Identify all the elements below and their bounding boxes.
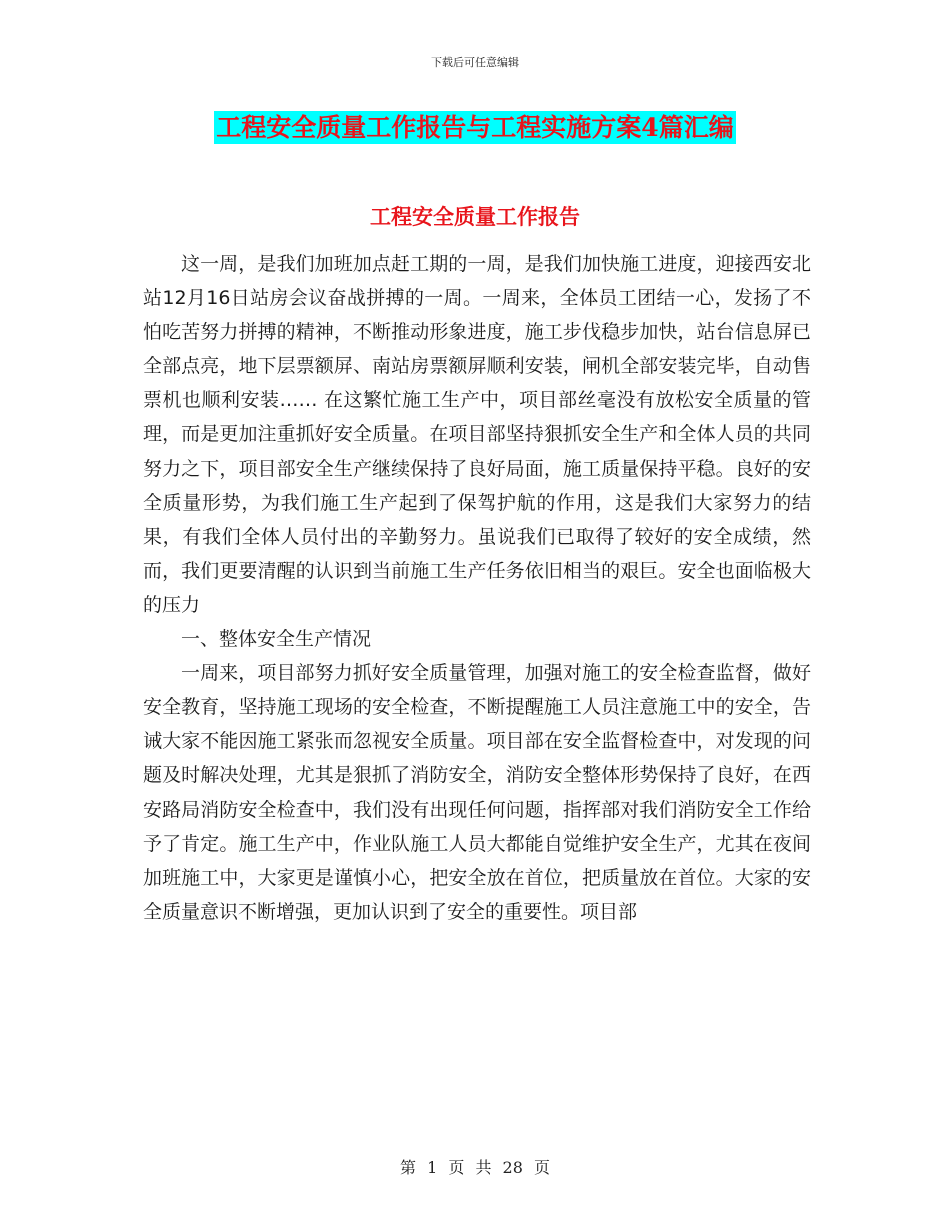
page-footer: 第 1 页 共 28 页	[400, 1158, 550, 1177]
document-title: 工程安全质量工作报告与工程实施方案4篇汇编	[216, 113, 734, 142]
paragraph-safety-details: 一周来，项目部努力抓好安全质量管理，加强对施工的安全检查监督，做好安全教育，坚持施工现场的安全检查，不断提醒施工人员注意施工中的安全，告诫大家不能因施工紧张而忽视安全质量。项目部在安全监督检查中，对发现的问题及时解决处理，尤其是狠抓了消防安全，消防安全整体形势保持了良好，在西安路局消防安全检查中，我们没有出现任何问题，指挥部对我们消防安全工作给予了肯定。施工生产中，作业队施工人员大都能自觉维护安全生产，尤其在夜间加班施工中，大家更是谨慎小心，把安全放在首位，把质量放在首位。大家的安全质量意识不断增强，更加认识到了安全的重要性。项目部	[143, 662, 811, 923]
header-note: 下载后可任意编辑	[431, 56, 519, 69]
section-title: 工程安全质量工作报告	[370, 204, 580, 229]
subheading-overall-safety: 一、整体安全生产情况	[181, 628, 372, 651]
document-title-container	[0, 111, 950, 144]
body-content	[143, 247, 811, 929]
paragraph-intro: 这一周，是我们加班加点赶工期的一周，是我们加快施工进度，迎接西安北站12月16日站房会议奋战拼搏的一周。一周来，全体员工团结一心，发扬了不怕吃苦努力拼搏的精神，不断推动形象进度，施工步伐稳步加快，站台信息屏已全部点亮，地下层票额屏、南站房票额屏顺利安装，闸机全部安装完毕，自动售票机也顺利安装…… 在这繁忙施工生产中，项目部丝毫没有放松安全质量的管理，而是更加注重抓好安全质量。在项目部坚持狠抓安全生产和全体人员的共同努力之下，项目部安全生产继续保持了良好局面，施工质量保持平稳。良好的安全质量形势，为我们施工生产起到了保驾护航的作用，这是我们大家努力的结果，有我们全体人员付出的辛勤努力。虽说我们已取得了较好的安全成绩，然而，我们更要清醒的认识到当前施工生产任务依旧相当的艰巨。安全也面临极大的压力	[143, 253, 811, 616]
